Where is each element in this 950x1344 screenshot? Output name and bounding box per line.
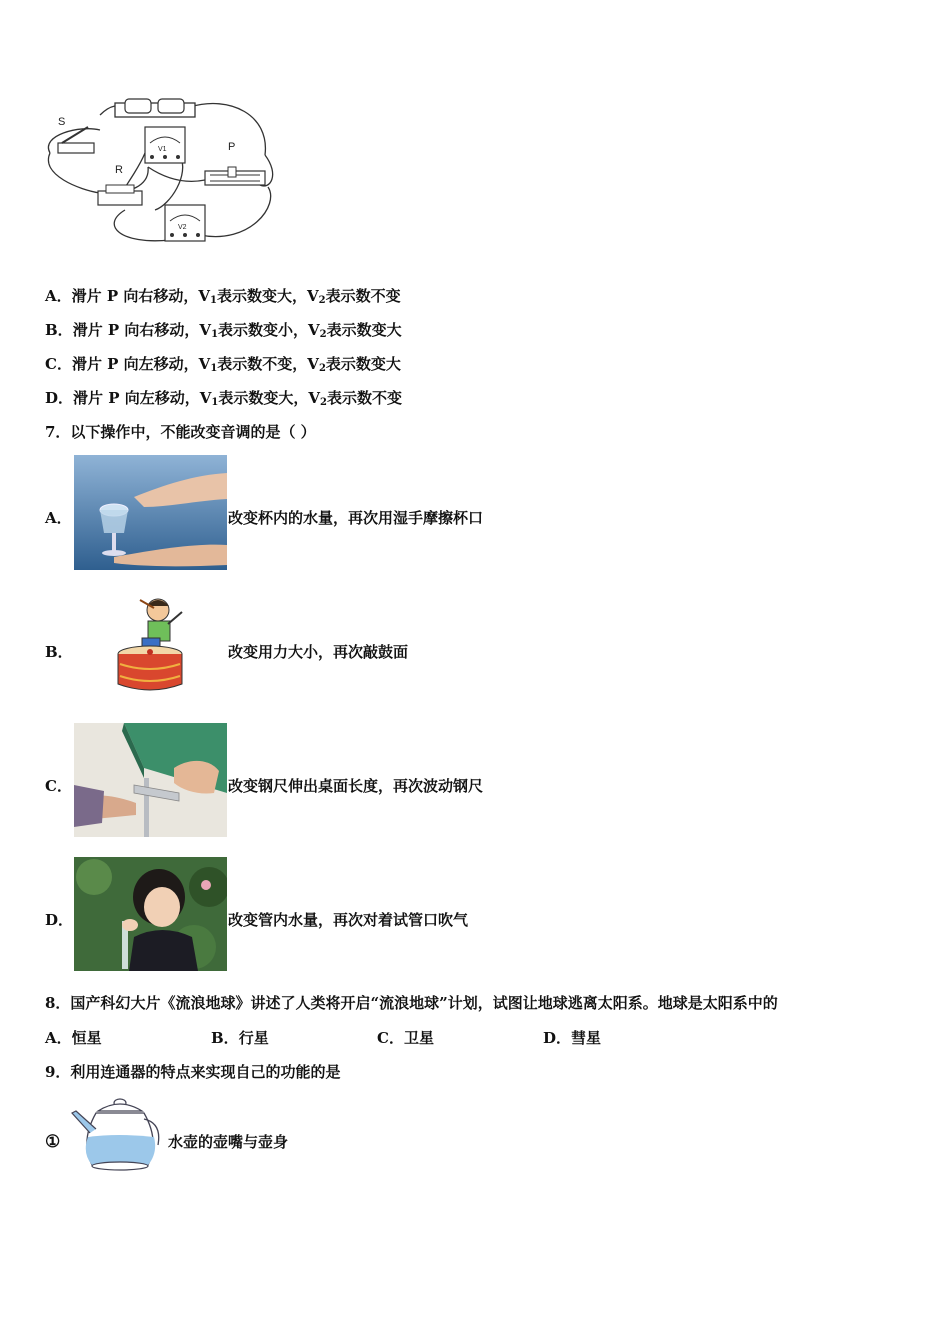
- q6-option-a: [45, 286, 401, 311]
- q7-option-a-letter: A．: [45, 509, 72, 527]
- q9-item-1-text: 水壶的壶嘴与壶身: [168, 1133, 289, 1151]
- option-text: 表示数不变，V: [217, 355, 319, 373]
- option-letter: C．: [45, 355, 72, 373]
- q8-stem: 8．国产科幻大片《流浪地球》讲述了人类将开启“流浪地球”计划，试图让地球逃离太阳系。地球是太阳系中的: [45, 994, 778, 1012]
- option-text: 卫星: [403, 1029, 434, 1047]
- q6-option-c: [45, 354, 401, 379]
- q8-option-c: [377, 1028, 434, 1048]
- voltmeter-2-label: V2: [178, 224, 187, 231]
- option-text: 彗星: [571, 1029, 602, 1047]
- q7-option-c-letter: C．: [45, 777, 72, 795]
- q8-option-a: [45, 1028, 102, 1048]
- q7-option-d-letter: D．: [45, 911, 74, 929]
- switch-label: S: [58, 116, 66, 128]
- option-text: 表示数变大，V: [216, 287, 319, 305]
- subscript: 2: [318, 295, 326, 306]
- subscript: 1: [210, 363, 218, 374]
- q7-option-b-letter: B．: [45, 643, 73, 661]
- option-text: 滑片 P 向右移动，V: [72, 321, 212, 339]
- steel-ruler-photo: [74, 723, 227, 837]
- option-letter: B．: [211, 1029, 239, 1047]
- option-text: 表示数变小，V: [218, 321, 320, 339]
- q7-option-a-text: 改变杯内的水量，再次用湿手摩擦杯口: [228, 509, 484, 527]
- q8-option-b: [211, 1028, 269, 1048]
- option-text: 表示数变大，V: [218, 389, 320, 407]
- subscript: 1: [210, 295, 217, 306]
- option-letter: A．: [45, 287, 72, 305]
- slider-label: P: [228, 141, 236, 153]
- option-text: 行星: [238, 1029, 269, 1047]
- option-letter: D．: [45, 389, 74, 407]
- option-letter: A．: [45, 1029, 72, 1047]
- option-text: 表示数变大: [325, 355, 401, 373]
- q6-option-b: [45, 320, 402, 345]
- q7-stem: 7．以下操作中，不能改变音调的是（ ）: [45, 423, 316, 441]
- q9-stem: 9．利用连通器的特点来实现自己的功能的是: [45, 1063, 341, 1081]
- glass-friction-photo: [74, 455, 227, 570]
- option-text: 表示数不变: [325, 287, 401, 305]
- subscript: 1: [211, 329, 219, 340]
- option-text: 滑片 P 向右移动，V: [71, 287, 211, 305]
- q7-option-b-text: 改变用力大小，再次敲鼓面: [228, 643, 409, 661]
- option-text: 滑片 P 向左移动，V: [73, 389, 212, 407]
- option-letter: D．: [543, 1029, 572, 1047]
- q8-option-d: [543, 1028, 601, 1048]
- q7-option-d-text: 改变管内水量，再次对着试管口吹气: [228, 911, 469, 929]
- circuit-diagram: [40, 95, 290, 255]
- subscript: 1: [211, 397, 219, 408]
- option-letter: B．: [45, 321, 73, 339]
- voltmeter-1-label: V1: [158, 146, 167, 153]
- option-text: 恒星: [71, 1029, 102, 1047]
- q9-item-1-marker: ①: [45, 1132, 61, 1152]
- option-text: 表示数不变: [326, 389, 402, 407]
- q7-option-c-text: 改变钢尺伸出桌面长度，再次波动钢尺: [228, 777, 484, 795]
- subscript: 2: [318, 363, 326, 374]
- option-text: 表示数变大: [326, 321, 402, 339]
- option-text: 滑片 P 向左移动，V: [71, 355, 211, 373]
- girl-blowing-tube-photo: [74, 857, 227, 971]
- subscript: 2: [319, 329, 327, 340]
- q6-option-d: [45, 388, 402, 413]
- option-letter: C．: [377, 1029, 404, 1047]
- kettle-illustration: [68, 1093, 164, 1173]
- resistor-label: R: [115, 164, 123, 176]
- drum-boy-illustration: [110, 592, 205, 697]
- subscript: 2: [320, 397, 327, 408]
